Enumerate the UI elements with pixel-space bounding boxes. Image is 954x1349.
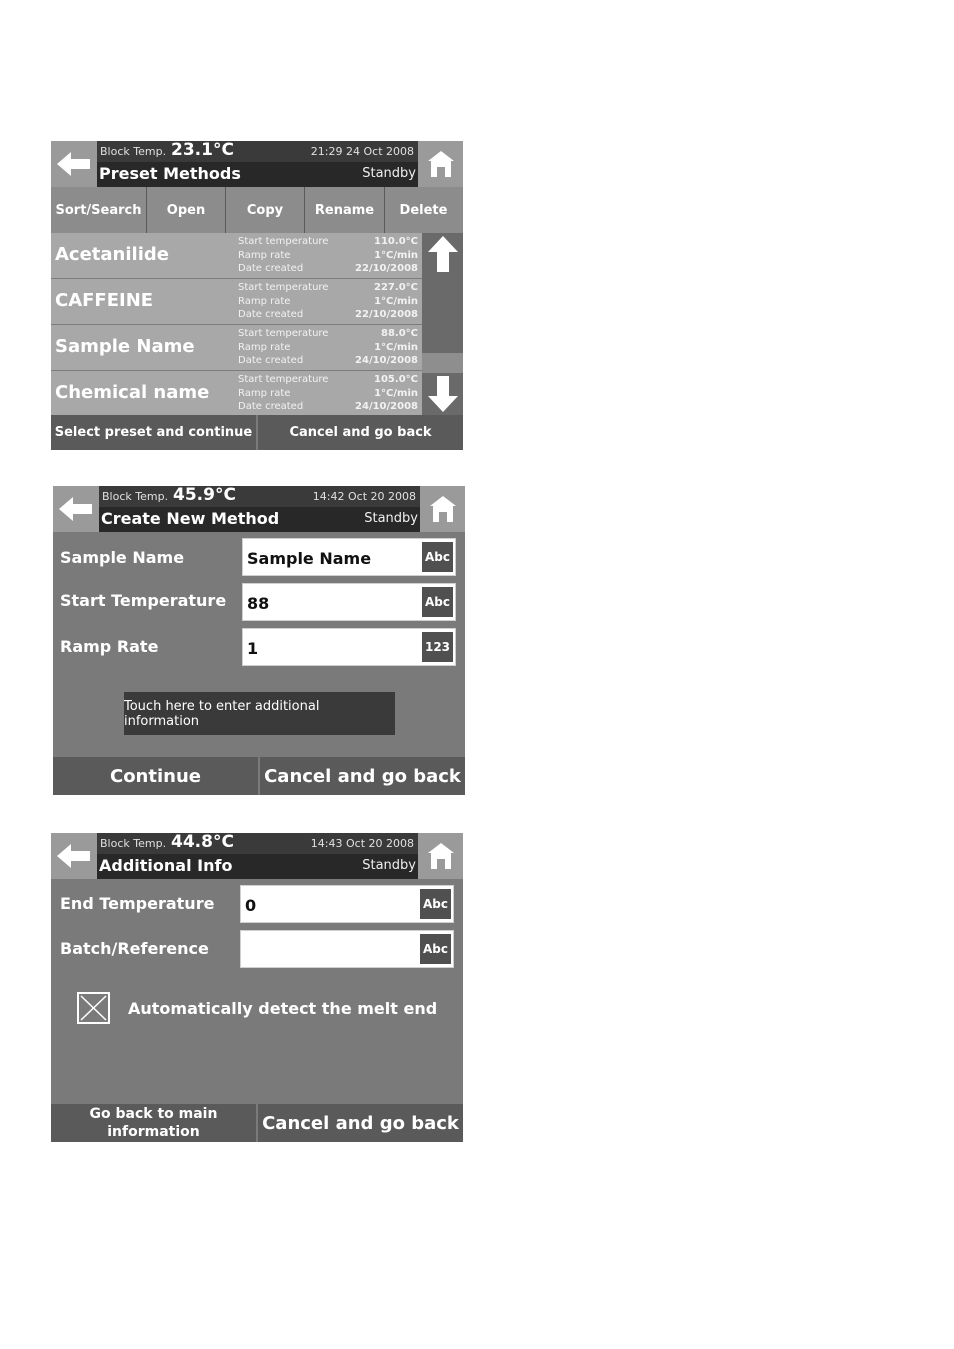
block-temp-value: 44.8°C [171, 833, 234, 852]
preset-meta [238, 235, 418, 276]
ramp-rate-label: Ramp rate [238, 249, 291, 261]
datetime: 21:29 24 Oct 2008 [310, 145, 414, 158]
preset-methods-screen [51, 141, 463, 450]
keyboard-abc-button[interactable]: Abc [420, 934, 451, 964]
start-temp-label: Start temperature [238, 328, 329, 339]
preset-meta [238, 373, 418, 414]
check-x-icon [79, 994, 108, 1022]
additional-info-button[interactable]: Touch here to enter additional information [124, 692, 395, 735]
page-title: Preset Methods [99, 164, 241, 183]
open-button[interactable]: Open [147, 187, 226, 233]
home-button[interactable] [418, 833, 463, 879]
start-temp-value: 105.0°C [374, 374, 418, 385]
scroll-down-button[interactable] [422, 373, 463, 415]
keyboard-abc-button[interactable]: Abc [422, 587, 453, 617]
scroll-up-button[interactable] [422, 233, 463, 275]
home-button[interactable] [418, 141, 463, 187]
preset-meta [238, 281, 418, 322]
status-text: Standby [362, 858, 416, 873]
ramp-rate-field[interactable] [242, 628, 456, 666]
cancel-button[interactable]: Cancel and go back [256, 1104, 463, 1142]
header-title-row [97, 854, 418, 879]
end-temperature-field[interactable] [240, 885, 454, 923]
footer-bar [53, 757, 465, 795]
keypad-123-button[interactable]: 123 [422, 632, 453, 662]
back-arrow-icon [57, 152, 91, 176]
auto-detect-label: Automatically detect the melt end [128, 999, 438, 1018]
delete-button[interactable]: Delete [385, 187, 462, 233]
header-bar [53, 486, 465, 532]
ramp-rate-value: 1°C/min [374, 387, 418, 399]
copy-button[interactable]: Copy [226, 187, 305, 233]
start-temperature-value: 88 [247, 594, 270, 613]
ramp-rate-value: 1 [247, 639, 259, 658]
start-temperature-label: Start Temperature [60, 591, 227, 610]
sort-search-button[interactable]: Sort/Search [51, 187, 147, 233]
footer-bar [51, 1104, 463, 1142]
date-created-value: 24/10/2008 [355, 355, 418, 366]
block-temp-label: Block Temp. [100, 145, 167, 158]
back-button[interactable] [51, 833, 97, 879]
date-created-label: Date created [238, 263, 304, 274]
home-icon [427, 842, 455, 870]
batch-reference-label: Batch/Reference [60, 939, 209, 958]
home-icon [429, 495, 457, 523]
keyboard-abc-button[interactable]: Abc [420, 889, 451, 919]
home-button[interactable] [420, 486, 465, 532]
preset-name: Chemical name [55, 382, 210, 403]
arrow-down-icon [428, 376, 458, 412]
keyboard-abc-button[interactable]: Abc [422, 542, 453, 572]
header-bar [51, 833, 463, 879]
block-temp-value: 23.1°C [171, 141, 234, 160]
start-temp-value: 88.0°C [380, 328, 418, 339]
go-back-main-label-2: information [107, 1124, 200, 1140]
ramp-rate-value: 1°C/min [374, 341, 418, 353]
ramp-rate-label: Ramp rate [238, 295, 291, 307]
header-status-row [97, 141, 418, 162]
date-created-label: Date created [238, 309, 304, 320]
auto-detect-checkbox[interactable] [77, 992, 110, 1024]
block-temp-label: Block Temp. [102, 490, 169, 503]
back-arrow-icon [59, 497, 93, 521]
header-status-row [99, 486, 420, 507]
date-created-value: 22/10/2008 [355, 263, 418, 274]
arrow-up-icon [428, 236, 458, 272]
page-title: Create New Method [101, 509, 280, 528]
header-bar [51, 141, 463, 187]
cancel-button[interactable]: Cancel and go back [256, 415, 463, 450]
start-temperature-field[interactable] [242, 583, 456, 621]
datetime: 14:43 Oct 20 2008 [310, 837, 414, 850]
start-temp-value: 110.0°C [374, 236, 418, 247]
sample-name-value: Sample Name [247, 549, 372, 568]
preset-name: Acetanilide [55, 244, 169, 265]
cancel-button[interactable]: Cancel and go back [258, 757, 465, 795]
toolbar [51, 187, 463, 233]
date-created-value: 24/10/2008 [355, 401, 418, 412]
start-temp-label: Start temperature [238, 236, 329, 247]
back-arrow-icon [57, 844, 91, 868]
preset-name: CAFFEINE [55, 290, 154, 311]
header-status-row [97, 833, 418, 854]
datetime: 14:42 Oct 20 2008 [312, 490, 416, 503]
header-title-row [99, 507, 420, 532]
list-item[interactable] [51, 325, 422, 371]
page-title: Additional Info [99, 856, 233, 875]
block-temp-value: 45.9°C [173, 486, 236, 505]
continue-button[interactable]: Continue [53, 757, 258, 795]
ramp-rate-value: 1°C/min [374, 295, 418, 307]
additional-info-screen [51, 833, 463, 1142]
end-temperature-value: 0 [245, 896, 257, 915]
sample-name-field[interactable] [242, 538, 456, 576]
scrollbar[interactable] [422, 233, 463, 415]
scroll-thumb[interactable] [422, 353, 463, 373]
ramp-rate-label: Ramp rate [238, 341, 291, 353]
ramp-rate-label: Ramp Rate [60, 637, 159, 656]
batch-reference-field[interactable] [240, 930, 454, 968]
sample-name-label: Sample Name [60, 548, 185, 567]
go-back-main-button[interactable] [51, 1104, 256, 1142]
footer-bar [51, 415, 463, 450]
home-icon [427, 150, 455, 178]
block-temp-label: Block Temp. [100, 837, 167, 850]
preset-meta [238, 327, 418, 368]
start-temp-label: Start temperature [238, 282, 329, 293]
create-method-screen [53, 486, 465, 795]
date-created-value: 22/10/2008 [355, 309, 418, 320]
go-back-main-label-1: Go back to main [89, 1106, 218, 1122]
status-text: Standby [362, 166, 416, 181]
list-item[interactable] [51, 371, 422, 417]
rename-button[interactable]: Rename [305, 187, 385, 233]
ramp-rate-value: 1°C/min [374, 249, 418, 261]
list-item[interactable] [51, 279, 422, 325]
date-created-label: Date created [238, 355, 304, 366]
ramp-rate-label: Ramp rate [238, 387, 291, 399]
list-item[interactable] [51, 233, 422, 279]
select-preset-button[interactable]: Select preset and continue [51, 415, 256, 450]
header-title-row [97, 162, 418, 187]
start-temp-value: 227.0°C [374, 282, 418, 293]
status-text: Standby [364, 511, 418, 526]
end-temperature-label: End Temperature [60, 894, 215, 913]
back-button[interactable] [53, 486, 99, 532]
date-created-label: Date created [238, 401, 304, 412]
start-temp-label: Start temperature [238, 374, 329, 385]
back-button[interactable] [51, 141, 97, 187]
preset-name: Sample Name [55, 336, 195, 357]
